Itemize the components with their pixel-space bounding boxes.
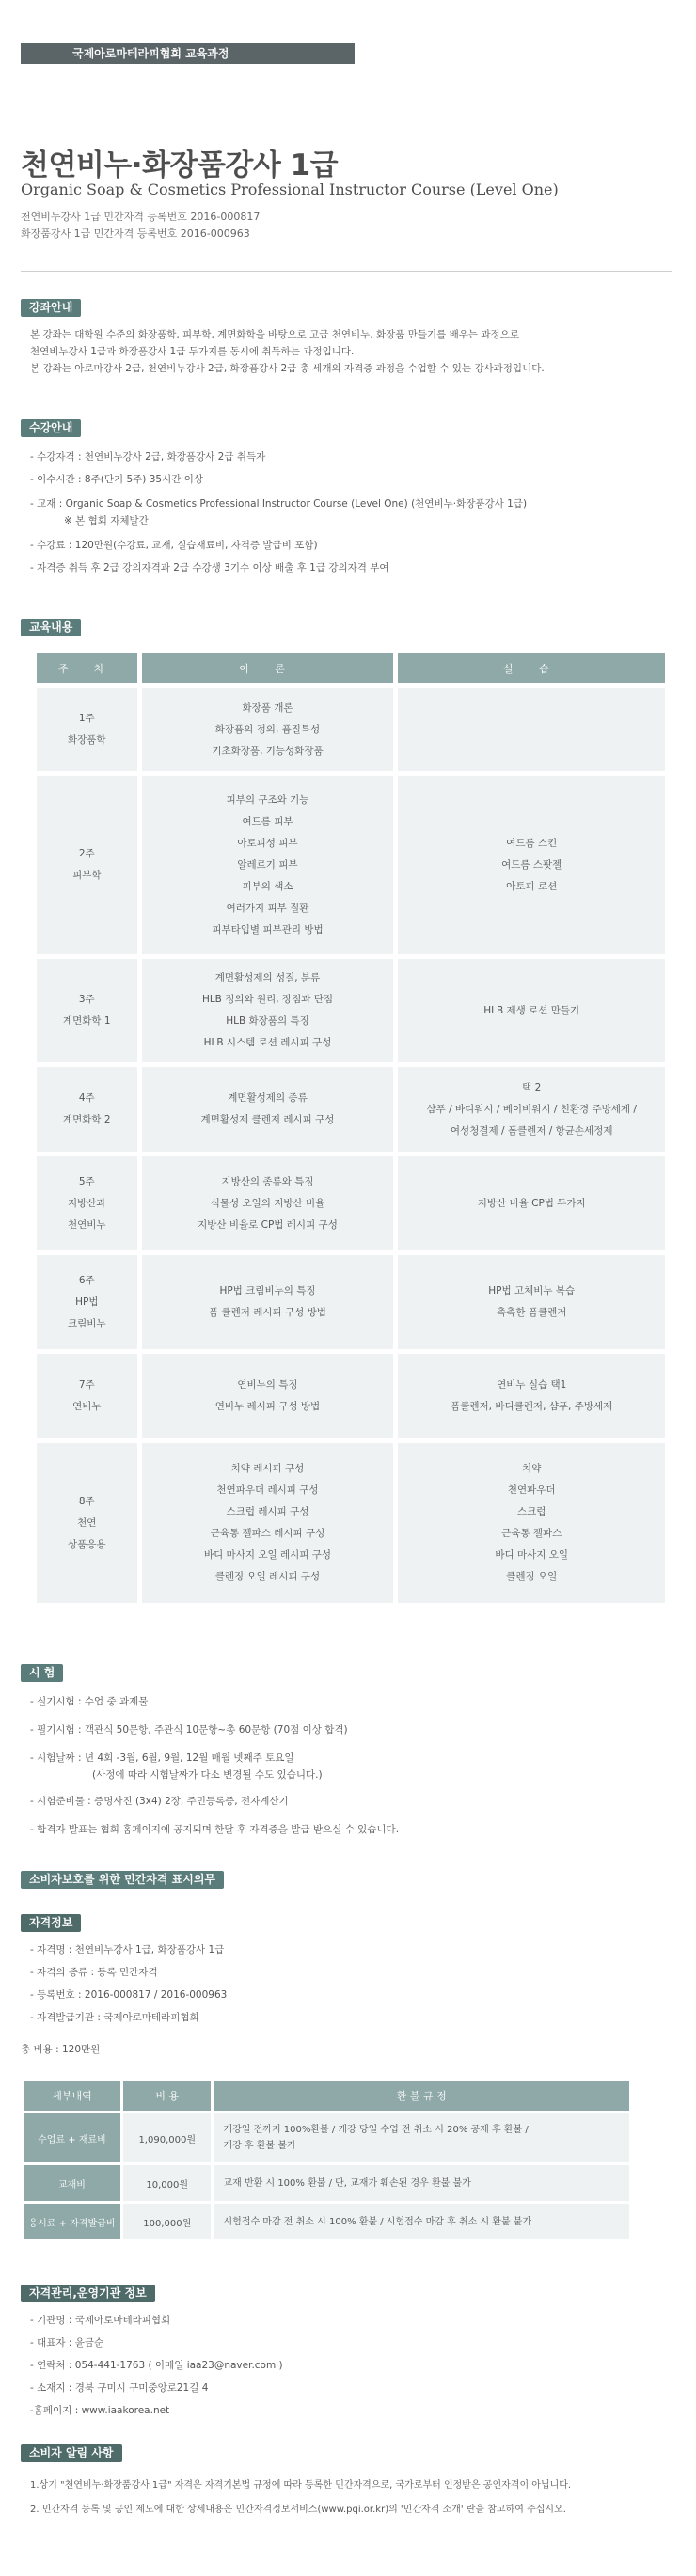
cell-line: 피부타입별 피부관리 방법 — [212, 923, 324, 935]
curriculum-practice-cell — [398, 1156, 665, 1250]
cell-line: 천연비누 — [67, 1218, 106, 1231]
exam-line: - 시험날짜 : 년 4회 -3월, 6월, 9월, 12월 매월 넷째주 토요일 — [30, 1752, 294, 1764]
table-row — [37, 776, 665, 954]
exam-line: - 합격자 발표는 협회 홈페이지에 공지되며 한달 후 자격증을 발급 받으실 수 있습니다. — [30, 1824, 400, 1835]
cell-line: HLB 정의와 원리, 장점과 단점 — [201, 994, 334, 1005]
course-line: - 수강자격 : 천연비누강사 2급, 화장품강사 2급 취득자 — [30, 451, 266, 463]
fee-item: 응시료 + 자격발급비 — [24, 2204, 120, 2239]
curriculum-theory-cell — [142, 959, 394, 1062]
column-header-week: 주 차 — [37, 653, 137, 683]
fee-item: 교재비 — [24, 2165, 120, 2201]
fee-rule-line: 개강 후 환불 불가 — [223, 2141, 296, 2151]
cell-line: 치약 — [522, 1463, 542, 1474]
cell-line: 여드름 스팟젤 — [501, 858, 562, 871]
qualification-line: - 등록번호 : 2016-000817 / 2016-000963 — [30, 1989, 228, 2001]
course-line: - 수강료 : 120만원(수강료, 교재, 실습재료비, 자격증 발급비 포함) — [30, 540, 318, 551]
section-curriculum-heading: 교육내용 — [21, 619, 81, 636]
curriculum-practice-cell — [398, 1255, 665, 1349]
cell-line: 상품응용 — [67, 1538, 106, 1550]
table-row — [37, 959, 665, 1062]
curriculum-practice-cell — [398, 688, 665, 771]
cell-line: 6주 — [78, 1274, 95, 1286]
curriculum-week-cell — [37, 1156, 137, 1250]
cell-line: 1주 — [78, 713, 95, 724]
curriculum-week-cell — [37, 1255, 137, 1349]
cell-line: 계면화학 1 — [62, 1015, 111, 1027]
fee-rule — [214, 2204, 629, 2239]
cell-line: 계면활성제 클렌저 레시피 구성 — [200, 1114, 335, 1125]
section-consumer-heading: 소비자보호를 위한 민간자격 표시의무 — [21, 1871, 224, 1889]
org-line: -홈페이지 : www.iaakorea.net — [30, 2405, 170, 2416]
cell-line: 클렌징 오일 레시피 구성 — [214, 1571, 321, 1582]
fee-rule-line: 개강일 전까지 100%환불 / 개강 당일 수업 전 취소 시 20% 공제 후 환불 / — [223, 2125, 529, 2135]
cell-line: 지방산 비율로 CP법 레시피 구성 — [198, 1218, 338, 1231]
curriculum-practice-cell — [398, 1067, 665, 1152]
cell-line: 스크럽 레시피 구성 — [226, 1506, 309, 1517]
course-line: - 자격증 취득 후 2급 강의자격과 2급 수강생 3기수 이상 배출 후 1급 강의자격 부여 — [30, 562, 389, 573]
curriculum-theory-cell — [142, 688, 394, 771]
intro-line: 본 강좌는 대학원 수준의 화장품학, 피부학, 계면화학을 바탕으로 고급 천연비누, 화장품 만들기를 배우는 과정으로 — [30, 329, 519, 340]
cell-line: HP법 크림비누의 특징 — [219, 1285, 316, 1296]
cell-line: 클렌징 오일 — [506, 1571, 558, 1582]
cell-line: 택 2 — [522, 1081, 542, 1093]
column-header-practice: 실 습 — [398, 653, 665, 683]
curriculum-theory-cell — [142, 1443, 394, 1603]
column-header-item: 세부내역 — [24, 2081, 120, 2111]
section-qualification-heading: 자격정보 — [21, 1914, 81, 1932]
cell-line: 계면화학 2 — [62, 1114, 111, 1125]
cell-line: 여드름 피부 — [242, 815, 293, 827]
cell-line: 4주 — [78, 1092, 95, 1104]
registration-soap: 천연비누강사 1급 민간자격 등록번호 2016-000817 — [21, 211, 261, 223]
cell-line: HLB 화장품의 특징 — [226, 1015, 309, 1027]
qualification-line: - 자격의 종류 : 등록 민간자격 — [30, 1967, 158, 1978]
column-header-refund: 환 불 규 정 — [214, 2081, 629, 2111]
cell-line: 피부의 구조와 기능 — [226, 793, 309, 806]
section-exam-heading: 시 험 — [21, 1664, 63, 1682]
column-header-cost: 비 용 — [123, 2081, 212, 2111]
table-row — [37, 688, 665, 771]
fee-item: 수업료 + 재료비 — [24, 2113, 120, 2162]
intro-line: 천연비누강사 1급과 화장품강사 1급 두가지를 동시에 취득하는 과정입니다. — [30, 346, 355, 357]
fee-cost: 1,090,000원 — [123, 2113, 212, 2162]
curriculum-week-cell — [37, 1354, 137, 1438]
curriculum-week-cell — [37, 1443, 137, 1603]
table-row — [37, 1067, 665, 1152]
table-row — [24, 2204, 629, 2239]
curriculum-theory-cell — [142, 1067, 394, 1152]
cell-line: 화장품 개론 — [242, 701, 293, 714]
cell-line: 지방산과 — [67, 1197, 106, 1209]
cell-line: 천연파우더 레시피 구성 — [216, 1484, 319, 1496]
curriculum-theory-cell — [142, 1255, 394, 1349]
table-row — [37, 1443, 665, 1603]
cell-line: 폼클렌저, 바디클렌저, 샴푸, 주방세제 — [451, 1401, 613, 1412]
registration-cosmetics: 화장품강사 1급 민간자격 등록번호 2016-000963 — [21, 228, 250, 240]
cell-line: HP법 — [75, 1296, 99, 1308]
notice-line: 2. 민간자격 등록 및 공인 제도에 대한 상세내용은 민간자격정보서비스(www.pqi.or.kr)의 '민간자격 소개' 란을 참고하여 주십시오. — [30, 2505, 566, 2515]
section-course-heading: 수강안내 — [21, 419, 81, 437]
qualification-line: - 자격명 : 천연비누강사 1급, 화장품강사 1급 — [30, 1944, 225, 1956]
cell-line: HLB 시스템 로션 레시피 구성 — [203, 1037, 332, 1048]
cell-line: 5주 — [78, 1175, 95, 1187]
cell-line: 근육통 젤파스 레시피 구성 — [210, 1528, 325, 1539]
cell-line: 바디 마사지 오일 — [495, 1549, 569, 1561]
cell-line: 피부의 색소 — [242, 880, 293, 892]
cell-line: 피부학 — [72, 870, 102, 881]
cell-line: 여드름 스킨 — [506, 837, 558, 849]
cell-line: 연비누의 특징 — [237, 1379, 298, 1390]
course-line: - 교재 : Organic Soap & Cosmetics Professional Instructor Course (Level One) (천연비누·화장품강사 1급) — [30, 498, 528, 510]
curriculum-week-cell — [37, 688, 137, 771]
curriculum-table — [32, 649, 670, 1608]
cell-line: HP법 고체비누 복습 — [488, 1285, 576, 1296]
intro-line: 본 강좌는 아로마강사 2급, 천연비누강사 2급, 화장품강사 2급 총 세개의 자격증 과정을 수업할 수 있는 강사과정입니다. — [30, 363, 545, 374]
exam-line: (사정에 따라 시험날짜가 다소 변경될 수도 있습니다.) — [92, 1769, 323, 1781]
fee-rule-line: 교재 반환 시 100% 환불 / 단, 교재가 훼손된 경우 환불 불가 — [223, 2177, 471, 2189]
cell-line: 2주 — [78, 848, 95, 859]
fee-rule-line: 시험접수 마감 전 취소 시 100% 환불 / 시험접수 마감 후 취소 시 환불 불가 — [223, 2216, 532, 2227]
cell-line: 연비누 실습 택1 — [497, 1379, 567, 1390]
qualification-line: - 자격발급기관 : 국제아로마테라피협회 — [30, 2012, 199, 2023]
curriculum-week-cell — [37, 1067, 137, 1152]
cell-line: 치약 레시피 구성 — [230, 1463, 305, 1474]
curriculum-practice-cell — [398, 1354, 665, 1438]
cell-line: 계면활성제의 성질, 분류 — [214, 972, 321, 983]
course-line: ※ 본 협회 자체발간 — [64, 515, 149, 526]
cell-line: 지방산의 종류와 특징 — [221, 1175, 314, 1187]
org-line: - 기관명 : 국제아로마테라피협회 — [30, 2315, 171, 2326]
cell-line: 크림비누 — [67, 1317, 106, 1329]
cell-line: 여성청결제 / 폼클렌저 / 항균손세정제 — [450, 1124, 613, 1137]
cell-line: 화장품학 — [67, 734, 106, 746]
cell-line: 여러가지 피부 질환 — [226, 902, 309, 914]
fee-cost: 100,000원 — [123, 2204, 212, 2239]
curriculum-practice-cell — [398, 776, 665, 954]
section-notice-heading: 소비자 알림 사항 — [21, 2444, 122, 2462]
fee-rule — [214, 2113, 629, 2162]
cell-line: HLB 제생 로션 만들기 — [483, 1004, 580, 1016]
table-header-row — [37, 653, 665, 683]
course-band: 국제아로마테라피협회 교육과정 — [21, 43, 355, 64]
cell-line: 연비누 — [72, 1401, 102, 1412]
fee-table — [21, 2078, 632, 2242]
divider — [21, 271, 672, 272]
cell-line: 식물성 오일의 지방산 비율 — [210, 1197, 325, 1209]
table-row — [37, 1156, 665, 1250]
total-cost: 총 비용 : 120만원 — [21, 2044, 101, 2055]
column-header-theory: 이 론 — [142, 653, 394, 683]
table-row — [37, 1255, 665, 1349]
org-line: - 대표자 : 윤금순 — [30, 2337, 104, 2348]
curriculum-theory-cell — [142, 1156, 394, 1250]
course-line: - 이수시간 : 8주(단기 5주) 35시간 이상 — [30, 474, 203, 485]
cell-line: 스크럽 — [516, 1506, 546, 1517]
cell-line: 화장품의 정의, 품질특성 — [214, 723, 321, 735]
page-title: 천연비누·화장품강사 1급 — [21, 149, 339, 182]
cell-line: 연비누 레시피 구성 방법 — [214, 1401, 321, 1412]
table-row — [24, 2113, 629, 2162]
cell-line: 7주 — [78, 1379, 95, 1390]
curriculum-theory-cell — [142, 776, 394, 954]
exam-line: - 시험준비물 : 증명사진 (3x4) 2장, 주민등록증, 전자계산기 — [30, 1796, 289, 1807]
curriculum-week-cell — [37, 959, 137, 1062]
cell-line: 아토피성 피부 — [237, 837, 298, 849]
cell-line: 기초화장품, 기능성화장품 — [212, 745, 324, 757]
table-header-row — [24, 2081, 629, 2111]
cell-line: 3주 — [78, 994, 95, 1005]
cell-line: 아토피 로션 — [506, 880, 558, 892]
cell-line: 천연 — [77, 1516, 97, 1529]
section-org-heading: 자격관리,운영기관 정보 — [21, 2285, 155, 2302]
curriculum-week-cell — [37, 776, 137, 954]
cell-line: 8주 — [78, 1495, 95, 1507]
cell-line: 지방산 비율 CP법 두가지 — [477, 1197, 586, 1209]
curriculum-theory-cell — [142, 1354, 394, 1438]
exam-line: - 필기시험 : 객관식 50문항, 주관식 10문항~총 60문항 (70점 이상 합격) — [30, 1724, 348, 1736]
fee-rule — [214, 2165, 629, 2201]
cell-line: 촉촉한 폼클렌저 — [497, 1307, 567, 1318]
page-subtitle: Organic Soap & Cosmetics Professional Instructor Course (Level One) — [21, 181, 559, 198]
table-row — [37, 1354, 665, 1438]
fee-cost: 10,000원 — [123, 2165, 212, 2201]
section-intro-heading: 강좌안내 — [21, 299, 81, 317]
cell-line: 바디 마사지 오일 레시피 구성 — [203, 1549, 332, 1561]
cell-line: 폼 클렌저 레시피 구성 방법 — [209, 1307, 326, 1318]
cell-line: 알레르기 피부 — [237, 858, 298, 871]
cell-line: 천연파우더 — [507, 1484, 556, 1496]
cell-line: 근육통 젤파스 — [501, 1528, 562, 1539]
cell-line: 계면활성제의 종류 — [228, 1092, 308, 1104]
cell-line: 샴푸 / 바디워시 / 베이비워시 / 친환경 주방세제 / — [426, 1103, 637, 1115]
notice-line: 1.상기 "천연비누·화장품강사 1급" 자격은 자격기본법 규정에 따라 등록한 민간자격으로, 국가로부터 인정받은 공인자격이 아닙니다. — [30, 2480, 572, 2490]
org-line: - 소재지 : 경북 구미시 구미중앙로21길 4 — [30, 2382, 209, 2394]
curriculum-practice-cell — [398, 1443, 665, 1603]
exam-line: - 실기시험 : 수업 중 과제물 — [30, 1696, 149, 1707]
curriculum-practice-cell — [398, 959, 665, 1062]
table-row — [24, 2165, 629, 2201]
org-line: - 연락처 : 054-441-1763 ( 이메일 iaa23@naver.com ) — [30, 2360, 283, 2371]
